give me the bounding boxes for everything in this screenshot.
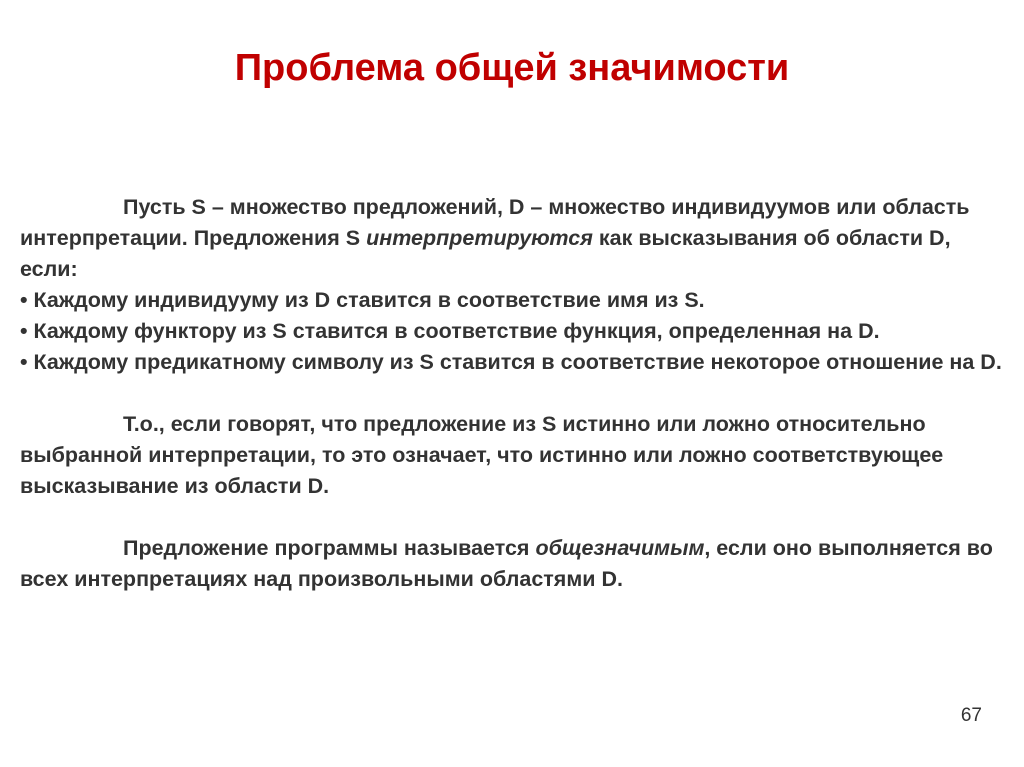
slide-title: Проблема общей значимости: [234, 47, 790, 89]
bullet-item-individuals: • Каждому индивидууму из D ставится в соответствие имя из S.: [20, 288, 705, 312]
paragraph-validity-text-1: Предложение программы называется: [123, 536, 536, 560]
paragraph-definition: [20, 192, 1010, 285]
paragraph-truth-text: Т.о., если говорят, что предложение из S истинно или ложно относительно выбранной интерпретации, то это означает, что истинно или ложно соответствующее высказывание из области D.: [20, 412, 944, 498]
paragraph-truth: [20, 409, 1010, 502]
paragraph-validity-text-2: , если оно выполняется во всех интерпретациях над произвольными областями D.: [20, 536, 993, 591]
slide-number: 67: [960, 705, 982, 726]
paragraph-spacer: [20, 378, 1010, 409]
slide-body: [20, 192, 1010, 595]
paragraph-validity: [20, 533, 1010, 595]
paragraph-spacer: [20, 502, 1010, 533]
paragraph-definition-text-2: как высказывания об области D, если:: [20, 226, 951, 281]
bullet-item-functors: • Каждому функтору из S ставится в соответствие функция, определенная на D.: [20, 319, 880, 343]
paragraph-definition-emphasis: интерпретируются: [366, 226, 593, 250]
paragraph-validity-emphasis: общезначимым: [535, 536, 705, 560]
paragraph-definition-text-1: Пусть S – множество предложений, D – множество индивидуумов или область интерпретации. Предложения S: [20, 195, 970, 250]
bullet-item-predicates: • Каждому предикатному символу из S ставится в соответствие некоторое отношение на D.: [20, 350, 1002, 374]
